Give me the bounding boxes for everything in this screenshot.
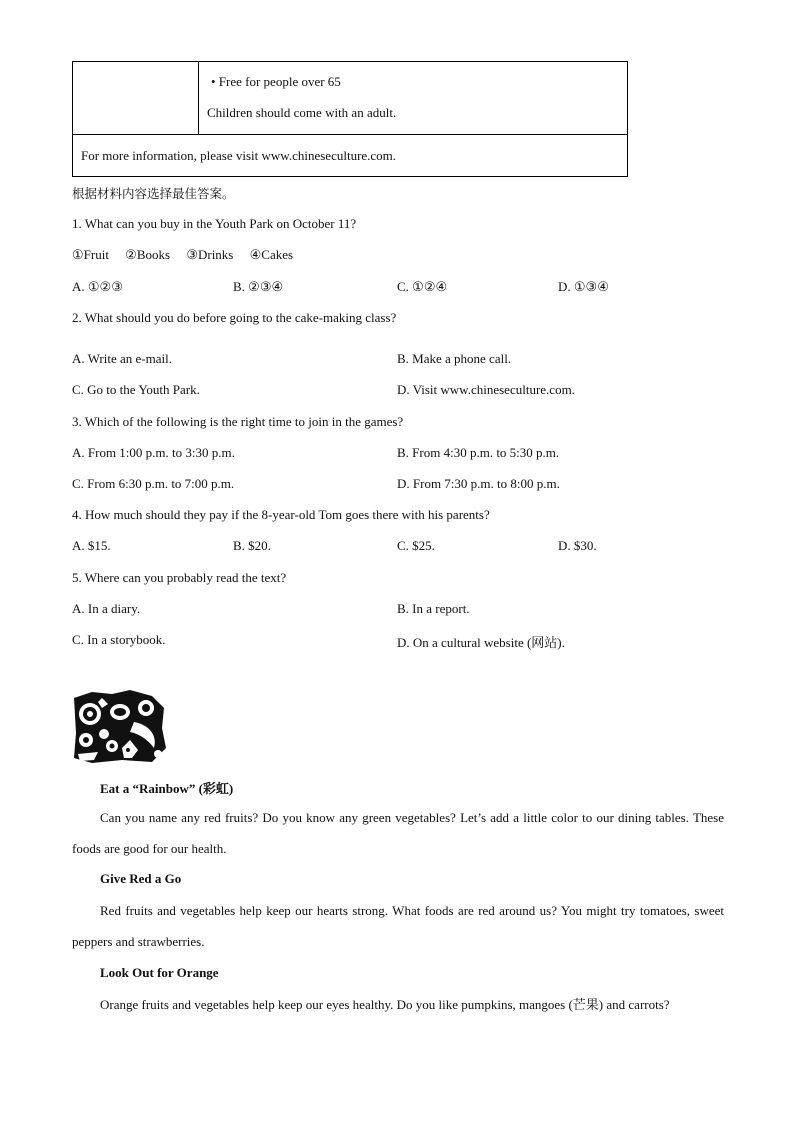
q2-option-b[interactable]: B. Make a phone call.	[397, 351, 512, 366]
question-1: 1. What can you buy in the Youth Park on October 11?	[72, 216, 357, 231]
q2-option-c[interactable]: C. Go to the Youth Park.	[72, 382, 200, 397]
q1-option-c[interactable]: C. ①②④	[397, 279, 448, 294]
instruction: 根据材料内容选择最佳答案。	[72, 186, 235, 201]
question-2: 2. What should you do before going to the cake-making class?	[72, 310, 397, 325]
article-intro: Can you name any red fruits? Do you know any green vegetables? Let’s add a little color to our dining tables. These foods are good for our health.	[72, 810, 724, 856]
free-line: • Free for people over 65	[211, 74, 341, 89]
q4-option-b[interactable]: B. $20.	[233, 538, 271, 553]
article-title: Eat a “Rainbow” (彩虹)	[100, 781, 234, 796]
q4-option-a[interactable]: A. $15.	[72, 538, 111, 553]
q1-option-a[interactable]: A. ①②③	[72, 279, 123, 294]
section-orange-text: Orange fruits and vegetables help keep our eyes healthy. Do you like pumpkins, mangoes (芒果) and carrots?	[100, 997, 670, 1012]
q2-option-d[interactable]: D. Visit www.chineseculture.com.	[397, 382, 575, 397]
question-4: 4. How much should they pay if the 8-year-old Tom goes there with his parents?	[72, 507, 490, 522]
children-line: Children should come with an adult.	[207, 105, 397, 120]
q1-option-b[interactable]: B. ②③④	[233, 279, 284, 294]
question-1-items: ①Fruit ②Books ③Drinks ④Cakes	[72, 247, 294, 262]
q5-option-c[interactable]: C. In a storybook.	[72, 632, 166, 647]
q3-option-d[interactable]: D. From 7:30 p.m. to 8:00 p.m.	[397, 476, 560, 491]
q5-option-a[interactable]: A. In a diary.	[72, 601, 141, 616]
q4-option-d[interactable]: D. $30.	[558, 538, 597, 553]
q1-option-d[interactable]: D. ①③④	[558, 279, 609, 294]
question-3: 3. Which of the following is the right time to join in the games?	[72, 414, 404, 429]
section-orange-title: Look Out for Orange	[100, 965, 219, 980]
info-table	[72, 61, 628, 177]
q5-option-d[interactable]: D. On a cultural website (网站).	[397, 635, 565, 650]
section-red-title: Give Red a Go	[100, 871, 182, 886]
more-info-cell	[73, 135, 628, 177]
q5-option-b[interactable]: B. In a report.	[397, 601, 470, 616]
q3-option-a[interactable]: A. From 1:00 p.m. to 3:30 p.m.	[72, 445, 235, 460]
section-red-text: Red fruits and vegetables help keep our hearts strong. What foods are red around us? You might try tomatoes, sweet peppers and strawberries.	[72, 903, 724, 949]
q3-option-c[interactable]: C. From 6:30 p.m. to 7:00 p.m.	[72, 476, 235, 491]
q3-option-b[interactable]: B. From 4:30 p.m. to 5:30 p.m.	[397, 445, 560, 460]
question-5: 5. Where can you probably read the text?	[72, 570, 287, 585]
q4-option-c[interactable]: C. $25.	[397, 538, 435, 553]
table-price-cell	[199, 62, 628, 135]
fruits-vegetables-illustration	[72, 688, 167, 764]
more-info-text: For more information, please visit www.chineseculture.com.	[81, 148, 397, 163]
q2-option-a[interactable]: A. Write an e-mail.	[72, 351, 172, 366]
table-empty-cell	[73, 62, 199, 135]
